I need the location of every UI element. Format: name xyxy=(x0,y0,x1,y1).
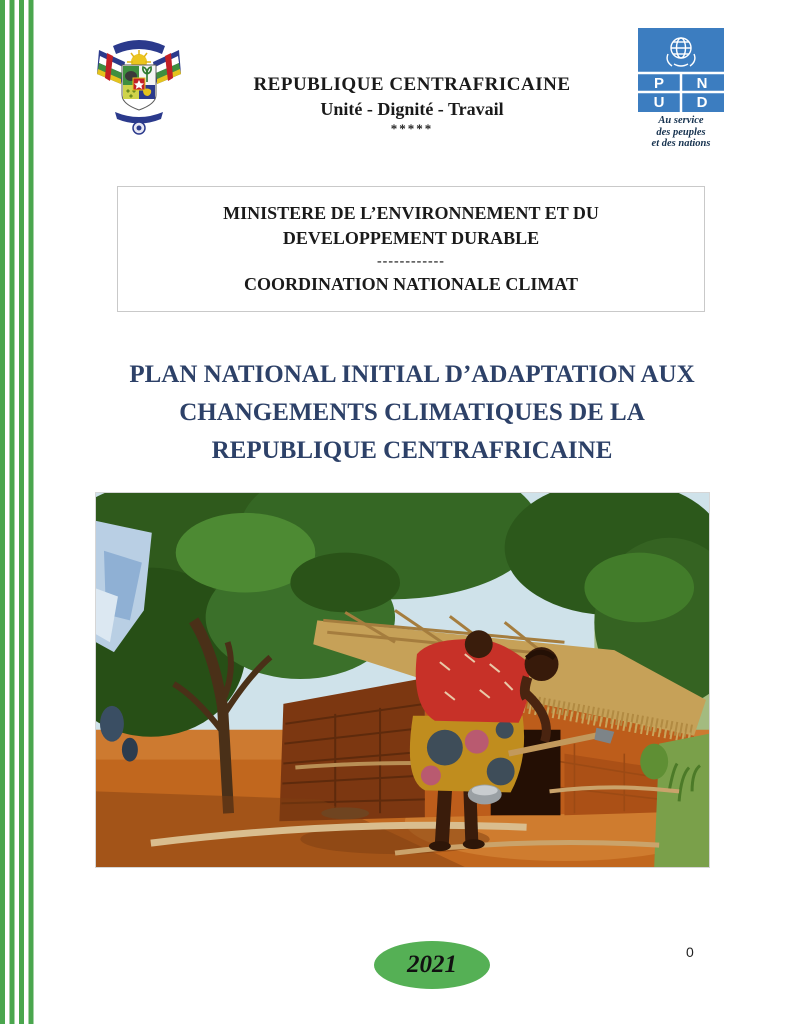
pnud-logo xyxy=(638,28,724,150)
year-text: 2021 xyxy=(407,951,457,978)
pnud-letter-n: N xyxy=(696,75,708,92)
page-border-stripes xyxy=(0,0,34,1024)
pnud-letter-u: U xyxy=(653,94,665,111)
cover-photo xyxy=(95,492,710,868)
republic-title: REPUBLIQUE CENTRAFRICAINE xyxy=(253,74,571,95)
pnud-letter-p: P xyxy=(653,75,665,92)
pnud-tagline: Au service des peuples et des nations xyxy=(651,115,711,149)
republic-motto: Unité - Dignité - Travail xyxy=(320,99,504,119)
ministry-name: MINISTERE DE L’ENVIRONNEMENT ET DU DEVELOPPEMENT DURABLE xyxy=(223,203,599,248)
cover-photo-illustration xyxy=(96,493,709,867)
pnud-logo-icon xyxy=(638,28,724,112)
year-badge xyxy=(374,941,490,989)
document-title: PLAN NATIONAL INITIAL D’ADAPTATION AUX CHANGEMENTS CLIMATIQUES DE LA REPUBLIQUE CENTRAFRICAINE xyxy=(129,361,695,464)
page-number: 0 xyxy=(686,944,694,960)
ministry-separator: ------------ xyxy=(377,254,445,269)
ministry-box xyxy=(117,186,705,312)
pnud-letter-d: D xyxy=(696,94,708,111)
republic-stars: ***** xyxy=(390,121,434,136)
coordination-name: COORDINATION NATIONALE CLIMAT xyxy=(243,274,579,294)
